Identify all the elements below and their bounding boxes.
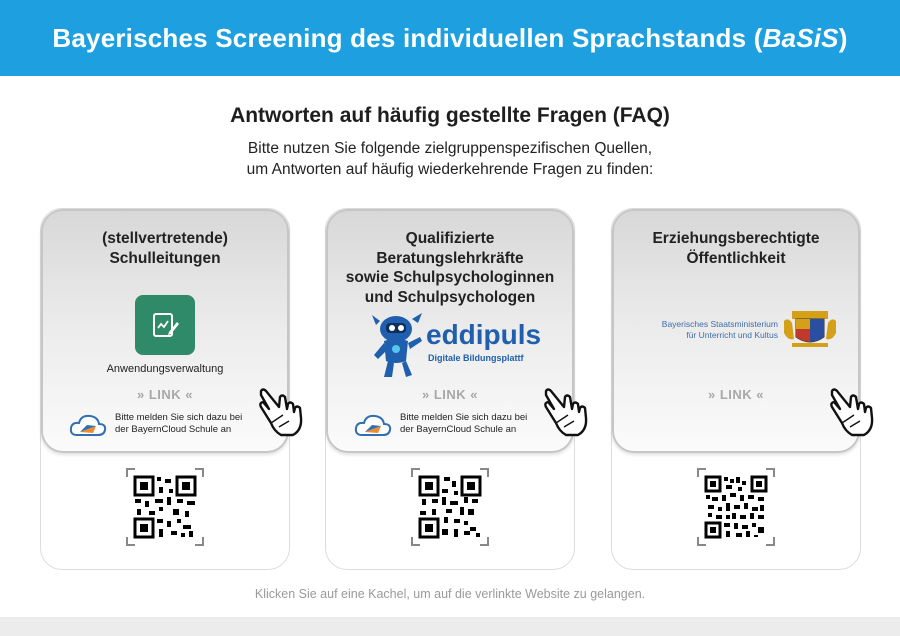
banner-title: Bayerisches Screening des individuellen Sprachstands (BaSiS): [52, 22, 848, 53]
pointing-hand-icon: [828, 385, 882, 439]
tile-panel[interactable]: [41, 209, 289, 453]
ministry-logo: Bayerisches Staatsministerium für Unterricht und Kultus: [642, 309, 838, 353]
qr-code-icon: [696, 467, 776, 547]
qr-code-icon: [125, 467, 205, 547]
footer-note: Klicken Sie auf eine Kachel, um auf die verlinkte Website zu gelangen.: [254, 587, 646, 601]
bayerncloud-icon: [354, 411, 392, 437]
bayerncloud-icon: [69, 411, 107, 437]
page-banner: [0, 0, 900, 76]
tile-school-leaders[interactable]: [40, 208, 290, 570]
eddipuls-robot-icon: [368, 311, 428, 381]
tile-title: Qualifizierte Beratungslehrkräfte sowie Schulpsychologinnen und Schulpsychologen: [345, 230, 555, 306]
faq-intro: Bitte nutzen Sie folgende zielgruppenspezifischen Quellen, um Antworten auf häufig wiederkehrende Fragen zu finden:: [246, 140, 654, 178]
tile-guardians-public[interactable]: [611, 208, 861, 570]
tile-counsellors[interactable]: [325, 208, 575, 570]
tile-link[interactable]: » LINK «: [136, 387, 193, 402]
tile-title: Erziehungsberechtigte Öffentlichkeit: [652, 230, 820, 267]
bayerncloud-note: Bitte melden Sie sich dazu bei der BayernCloud Schule an: [69, 411, 242, 437]
qr-code-icon: [410, 467, 490, 547]
app-label: Anwendungsverwaltung: [106, 363, 224, 375]
bottom-strip: [0, 617, 900, 636]
tile-title: (stellvertretende) Schulleitungen: [102, 230, 228, 267]
eddipuls-logo: eddipuls Digitale Bildungsplattf: [368, 311, 538, 381]
tile-link[interactable]: » LINK «: [707, 387, 764, 402]
bavarian-coat-of-arms-icon: [782, 309, 838, 349]
pointing-hand-icon: [257, 385, 311, 439]
faq-heading: Antworten auf häufig gestellte Fragen (FAQ): [230, 104, 670, 127]
pointing-hand-icon: [542, 385, 596, 439]
edit-document-icon: [135, 295, 195, 355]
tile-panel[interactable]: [612, 209, 860, 453]
tile-link[interactable]: » LINK «: [421, 387, 478, 402]
tile-panel[interactable]: [326, 209, 574, 453]
bayerncloud-note: Bitte melden Sie sich dazu bei der BayernCloud Schule an: [354, 411, 527, 437]
